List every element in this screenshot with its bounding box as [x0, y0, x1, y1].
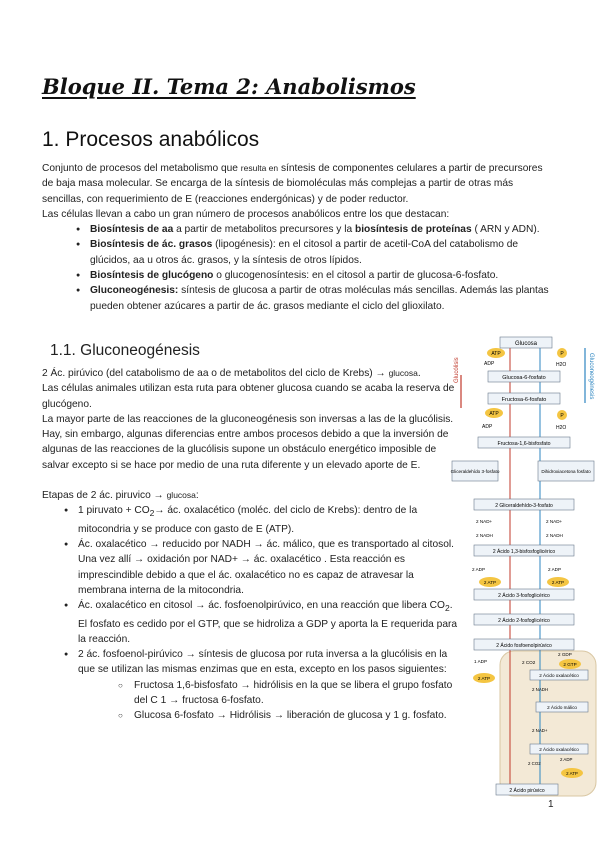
adp2-label-3: 2 ADP [560, 757, 573, 762]
co2-label: 2 CO2 [522, 660, 536, 665]
gluconeogenesis-diagram [448, 333, 600, 798]
sub-list [78, 678, 464, 724]
node-label: 2 Ácido oxalacético [539, 673, 579, 678]
node-label: Fructosa-6-fosfato [501, 397, 547, 403]
sub-list-item: ○ Glucosa 6-fosfato → Hidrólisis → liberación de glucosa y 1 g. fosfato. [134, 708, 464, 723]
svg-text:2 ATP: 2 ATP [477, 676, 491, 681]
nadh-label-3: 2 NADH [532, 687, 549, 692]
nad-label: 2 NAD+ [476, 519, 493, 524]
pathway-svg [448, 333, 600, 798]
node-dihidroxiacetona [538, 461, 594, 481]
list-item: ● Gluconeogénesis: síntesis de glucosa a partir de otras moléculas más sencillas. Además las plantas pueden obtener azúcares a partir de ác. grasos mediante el ciclo del glioxilato. [90, 283, 552, 314]
intro-paragraph-2: Las células llevan a cabo un gran número de procesos anabólicos entre los que destacan: [42, 208, 450, 220]
node-label: Gliceraldehído 3-fosfato [450, 469, 500, 474]
node-label: Glucosa [514, 341, 538, 347]
section-heading-procesos: 1. Procesos anabólicos [42, 128, 260, 151]
page-title: Bloque II. Tema 2: Anabolismos [42, 74, 416, 99]
node-label: 2 Gliceraldehído-3-fosfato [495, 503, 553, 509]
svg-text:ATP: ATP [489, 411, 499, 417]
node-label: 2 Ácido málico [547, 705, 577, 710]
list-item: ● 1 piruvato + $CO_2\to$ ác. oxalacético (moléc. del ciclo de Krebs): dentro de la mitocondria y se produce con gasto de E (ATP). [78, 503, 464, 537]
node-fosfoenolpiruvico [474, 639, 574, 650]
intro-block [42, 161, 552, 314]
nadh-label-2: 2 NADH [546, 533, 563, 538]
node-label: Fructosa-1,6-bisfosfato [497, 441, 551, 447]
gluconeogenesis-side-label: Gluconeogénesis [588, 353, 594, 400]
node-label: 2 Ácido 1,3-bisfosfoglicérico [492, 549, 556, 555]
gluconeogenesis-body [42, 366, 464, 724]
svg-text:2 ATP: 2 ATP [566, 771, 578, 776]
list-item: ● Biosíntesis de aa a partir de metabolitos precursores y la biosíntesis de proteínas ( ARN y ADN). [90, 222, 552, 237]
svg-text:ATP: ATP [491, 351, 501, 357]
node-label: 2 Ácido oxalacético [539, 747, 579, 752]
list-item: ● 2 ác. fosfoenol-pirúvico → síntesis de glucosa por ruta inversa a la glucólisis en la que se utilizan las mismas enzimas que en esta, excepto en los pasos siguientes: ○ Fructosa 1,6-bisfosfato → hidrólisis en la que se libera el grupo fosfato del C 1 → fructosa 6-fosfato. ○ Glucosa 6-fosfato → Hidrólisis → liberación de glucosa y 1 g. fosfato. [78, 647, 464, 723]
paragraph: Las células animales utilizan esta ruta para obtener glucosa cuando se acaba la reserva de glucógeno. [42, 383, 455, 410]
node-label: Glucosa-6-fosfato [502, 375, 546, 381]
list-item: ● Ác. oxalacético → reducido por NADH → ác. málico, que es transportado al citosol. Una vez allí → oxidación por NAD+ → ác. oxalacético . Esta reacción es imprescindible debido a que el ác. oxalacético no es capaz de atravesar la membrana interna de la mitocondria. [78, 537, 464, 598]
node-gliceraldehido [451, 461, 500, 481]
atp2-badge [479, 577, 501, 587]
svg-text:P: P [560, 351, 564, 357]
node-fructosa-bisfosfato [478, 437, 570, 448]
anabolic-process-list [42, 222, 552, 314]
node-fructosa-6-fosfato [488, 393, 560, 404]
section-heading-gluconeogenesis: 1.1. Gluconeogénesis [50, 342, 200, 359]
svg-text:2 ATP: 2 ATP [551, 580, 565, 585]
nadh-label: 2 NADH [476, 533, 493, 538]
nad-label-2: 2 NAD+ [546, 519, 563, 524]
node-malico [536, 702, 588, 712]
node-2-fosfoglicerico [474, 614, 574, 625]
atp2-badge-2 [547, 577, 569, 587]
node-label: 2 Ácido 2-fosfoglicérico [498, 618, 550, 624]
glycolysis-side-label: Glucólisis [454, 357, 460, 383]
list-item: ● Biosíntesis de glucógeno o glucogenosíntesis: en el citosol a partir de glucosa-6-fosfato. [90, 268, 552, 283]
h2o-label-2: H2O [556, 425, 567, 431]
node-label: 2 Ácido pirúvico [509, 788, 545, 794]
nad-label-3: 2 NAD+ [532, 728, 548, 733]
node-label: Dihidroxiacetona fosfato [541, 469, 591, 474]
adp1-label: 1 ADP [474, 659, 488, 664]
node-glucosa [500, 337, 552, 348]
gtp-badge [559, 659, 581, 669]
steps-heading: Etapas de 2 ác. piruvico → glucosa: [42, 490, 199, 502]
atp-badge [487, 348, 505, 358]
adp-label: ADP [484, 361, 495, 367]
svg-text:P: P [560, 413, 564, 419]
atp-badge-2 [485, 408, 503, 418]
h2o-label: H2O [556, 362, 567, 368]
node-glucosa-6-fosfato [488, 371, 560, 382]
adp-label-2: ADP [482, 424, 493, 430]
node-label: 2 Ácido 3-fosfoglicérico [498, 593, 550, 599]
page-number: 1 [548, 799, 554, 810]
node-2-gliceraldehido [474, 499, 574, 510]
node-oxalacetico-2 [530, 744, 588, 754]
paragraph: La mayor parte de las reacciones de la gluconeogénesis son inversas a las de la glucólisis. Hay, sin embargo, algunas diferencias entre ambos procesos debido a que la inversión de algunas de las reacciones de la glucólisis supone un obstáculo energético imposible de salvar excepto si se hace por medio de una ruta diferente y un elevado aporte de E. [42, 413, 454, 471]
atp2-badge-3 [473, 673, 495, 683]
intro-paragraph: Conjunto de procesos del metabolismo que resulta en síntesis de componentes celulares a partir de precursores de baja masa molecular. Se encarga de la síntesis de biomoléculas más complejas a partir de otras más sencillas, con requerimiento de E (reacciones endergónicas) y de poder reductor. [42, 163, 543, 205]
node-3-fosfoglicerico [474, 589, 574, 600]
atp2-badge-4 [561, 768, 583, 778]
adp2-label-2: 2 ADP [548, 567, 562, 572]
steps-list [42, 503, 464, 723]
node-piruvico [496, 784, 558, 795]
co2-label-2: 2 CO2 [528, 761, 541, 766]
adp2-label: 2 ADP [472, 567, 486, 572]
list-item: ● Ác. oxalacético en citosol → ác. fosfoenolpirúvico, en una reacción que libera $CO_2$. El fosfato es cedido por el GTP, que se hidroliza a GDP y aporta la E requerida para la reacción. [78, 598, 464, 647]
svg-text:2 GTP: 2 GTP [563, 662, 577, 667]
paragraph: 2 Ác. pirúvico (del catabolismo de aa o de metabolitos del ciclo de Krebs) → glucosa. [42, 368, 421, 379]
sub-list-item: ○ Fructosa 1,6-bisfosfato → hidrólisis en la que se libera el grupo fosfato del C 1 → fructosa 6-fosfato. [134, 678, 464, 709]
node-oxalacetico-1 [530, 670, 588, 680]
node-label: 2 Ácido fosfoenolpirúvico [496, 643, 552, 649]
node-bisfosfoglicerico [474, 545, 574, 556]
pi-badge-2 [557, 410, 567, 420]
list-item: ● Biosíntesis de ác. grasos (lipogénesis): en el citosol a partir de acetil-CoA del catabolismo de glúcidos, aa u otros ác. grasos, y la síntesis de otros lípidos. [90, 237, 552, 268]
pi-badge [557, 348, 567, 358]
svg-text:2 ATP: 2 ATP [483, 580, 497, 585]
gdp-label: 2 GDP [558, 652, 572, 657]
